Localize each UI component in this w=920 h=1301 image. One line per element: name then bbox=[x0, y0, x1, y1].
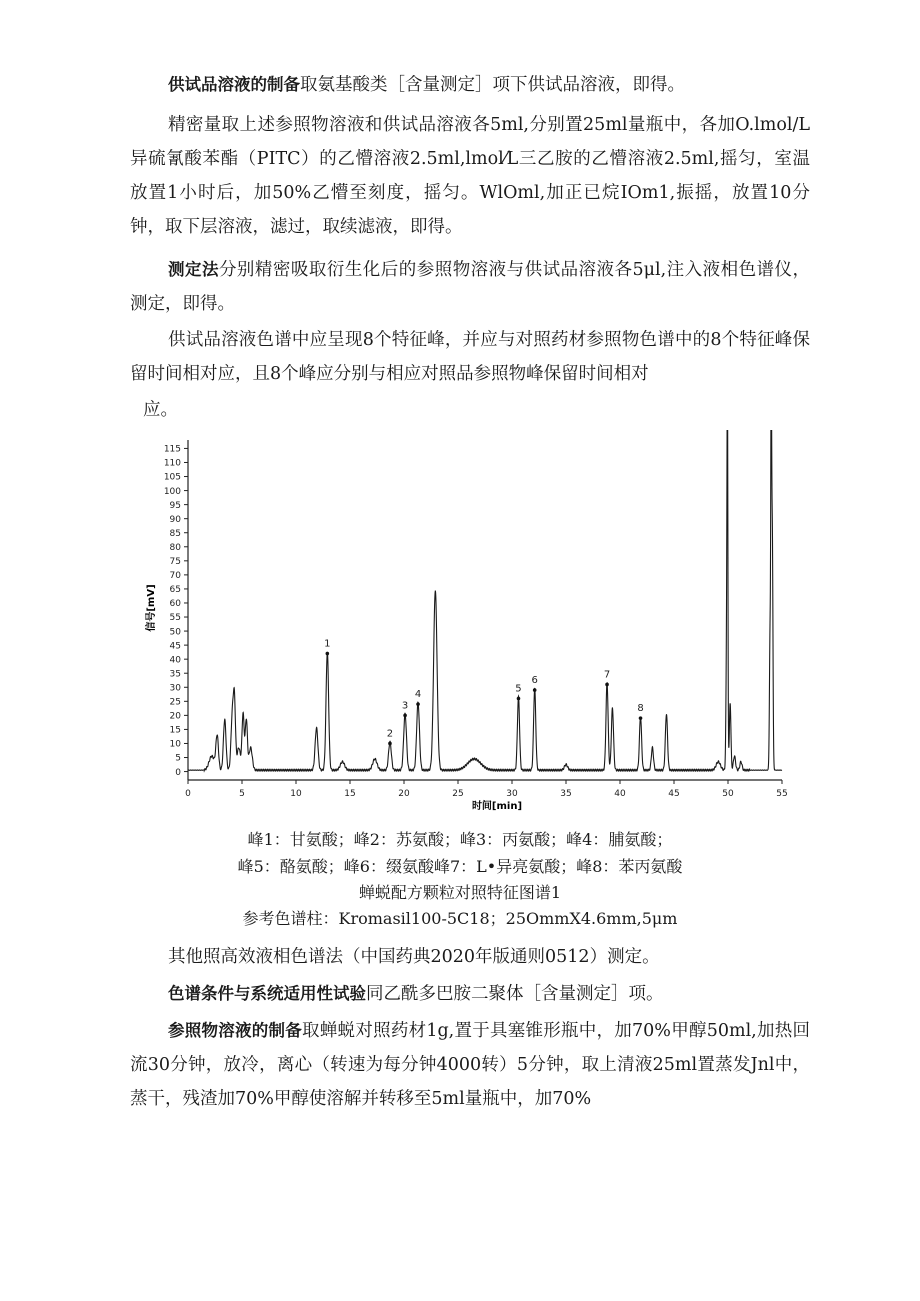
paragraph-reference-solution-prep bbox=[130, 1014, 810, 1116]
y-tick-label: 70 bbox=[169, 571, 181, 582]
peak-marker bbox=[326, 652, 330, 656]
paragraph-chromatographic-conditions bbox=[130, 977, 810, 1011]
peak-number-label: 6 bbox=[531, 675, 538, 687]
y-tick-label: 20 bbox=[169, 711, 181, 722]
text-assay-method: 分别精密吸取衍生化后的参照物溶液与供试品溶液各5μl,注入液相色谱仪，测定，即得。 bbox=[130, 260, 811, 314]
y-tick-label: 25 bbox=[169, 697, 181, 708]
paragraph-peak-requirements-tail: 应。 bbox=[143, 400, 178, 420]
y-tick-label: 15 bbox=[169, 725, 181, 736]
heading-test-solution-prep: 供试品溶液的制备 bbox=[168, 75, 300, 94]
x-tick-label: 25 bbox=[452, 789, 464, 799]
x-tick-label: 50 bbox=[722, 789, 734, 799]
x-axis-ticks bbox=[185, 780, 788, 799]
y-tick-label: 110 bbox=[163, 458, 181, 469]
y-tick-label: 65 bbox=[169, 585, 181, 596]
peak-marker bbox=[639, 716, 643, 720]
y-tick-label: 90 bbox=[169, 514, 181, 525]
text-reference-solution-prep: 取蝉蜕对照药材1g,置于具塞锥形瓶中，加70%甲醇50ml,加热回流30分钟，放冷，离心（转速为每分钟4000转）5分钟，取上清液25ml置蒸发Jnl中，蒸干，残渣加70%甲醇使溶解并转移至5ml量瓶中，加70% bbox=[130, 1021, 810, 1109]
y-tick-label: 0 bbox=[175, 767, 181, 778]
y-axis-ticks bbox=[164, 445, 188, 778]
peak-marker bbox=[533, 688, 537, 692]
peak-marker bbox=[388, 742, 392, 746]
peak-number-label: 7 bbox=[603, 669, 611, 681]
peak-marker bbox=[403, 714, 407, 718]
peak-number-label: 2 bbox=[386, 728, 394, 740]
y-tick-label: 115 bbox=[163, 444, 181, 455]
x-tick-label: 30 bbox=[506, 789, 518, 799]
heading-reference-solution-prep: 参照物溶液的制备 bbox=[168, 1021, 303, 1040]
caption-reference-column: 参考色谱柱：Kromasil100-5C18；25OmmX4.6mm,5μm bbox=[242, 909, 678, 928]
x-tick-label: 10 bbox=[290, 789, 302, 799]
heading-assay-method: 测定法 bbox=[168, 260, 219, 279]
y-tick-label: 30 bbox=[169, 683, 181, 694]
y-tick-label: 100 bbox=[163, 486, 181, 497]
y-tick-label: 60 bbox=[169, 599, 181, 610]
x-tick-label: 5 bbox=[239, 789, 245, 799]
y-tick-label: 10 bbox=[169, 739, 181, 750]
x-tick-label: 15 bbox=[344, 789, 356, 799]
chromatogram-chart bbox=[140, 430, 800, 815]
text-test-solution-prep: 取氨基酸类［含量测定］项下供试品溶液，即得。 bbox=[300, 75, 685, 95]
caption-peaks-line2: 峰5：酪氨酸；峰6：缀氨酸峰7：L•异亮氨酸；峰8：苯丙氨酸 bbox=[237, 857, 683, 876]
y-tick-label: 5 bbox=[175, 753, 181, 764]
peak-number-label: 4 bbox=[414, 689, 422, 701]
peak-marker bbox=[517, 697, 521, 701]
y-tick-label: 50 bbox=[169, 627, 181, 638]
caption-figure-title: 蝉蜕配方颗粒对照特征图谱1 bbox=[358, 883, 562, 902]
x-tick-label: 55 bbox=[776, 789, 788, 799]
y-tick-label: 105 bbox=[163, 472, 181, 483]
peak-number-label: 8 bbox=[637, 703, 644, 715]
heading-chromatographic-conditions: 色谱条件与系统适用性试验 bbox=[168, 984, 366, 1003]
peak-marker bbox=[416, 702, 420, 706]
x-tick-label: 35 bbox=[560, 789, 572, 799]
paragraph-test-solution-prep bbox=[130, 68, 810, 102]
paragraph-hplc-method: 其他照高效液相色谱法（中国药典2020年版通则0512）测定。 bbox=[168, 947, 660, 967]
caption-peaks-line1: 峰1：甘氨酸；峰2：苏氨酸；峰3：丙氨酸；峰4：脯氨酸； bbox=[247, 830, 673, 849]
peak-number-label: 1 bbox=[324, 638, 331, 650]
x-axis-label: 时间[min] bbox=[471, 801, 523, 812]
y-tick-label: 85 bbox=[169, 528, 181, 539]
paragraph-derivatization: 精密量取上述参照物溶液和供试品溶液各5ml,分别置25ml量瓶中，各加O.lmol/L异硫氰酸苯酯（PITC）的乙懵溶液2.5ml,lmol⁄L三乙胺的乙懵溶液2.5ml,摇匀，室温放置1小时后，加50%乙懵至刻度，摇匀。WlOml,加正已烷IOm1,振摇，放置10分钟，取下层溶液，滤过，取续滤液，即得。 bbox=[130, 115, 810, 237]
y-axis-label: 信号[mV] bbox=[146, 584, 157, 632]
peak-labels bbox=[324, 639, 644, 746]
y-tick-label: 80 bbox=[169, 542, 181, 553]
x-tick-label: 0 bbox=[185, 789, 191, 799]
text-chromatographic-conditions: 同乙酰多巴胺二聚体［含量测定］项。 bbox=[366, 984, 664, 1004]
y-tick-label: 35 bbox=[169, 669, 181, 680]
x-tick-label: 40 bbox=[614, 789, 626, 799]
peak-number-label: 5 bbox=[515, 683, 522, 695]
peak-number-label: 3 bbox=[401, 700, 409, 712]
y-tick-label: 75 bbox=[169, 557, 181, 568]
x-tick-label: 45 bbox=[668, 789, 680, 799]
y-tick-label: 55 bbox=[169, 613, 181, 624]
y-tick-label: 40 bbox=[169, 655, 181, 666]
chromatogram-trace bbox=[188, 430, 782, 771]
y-tick-label: 45 bbox=[169, 641, 181, 652]
peak-marker bbox=[605, 683, 609, 687]
paragraph-peak-requirements: 供试品溶液色谱中应呈现8个特征峰，并应与对照药材参照物色谱中的8个特征峰保留时间相对应，且8个峰应分别与相应对照品参照物峰保留时间相对 bbox=[130, 330, 810, 384]
x-tick-label: 20 bbox=[398, 789, 410, 799]
y-tick-label: 95 bbox=[169, 500, 181, 511]
paragraph-assay-method bbox=[130, 253, 810, 321]
